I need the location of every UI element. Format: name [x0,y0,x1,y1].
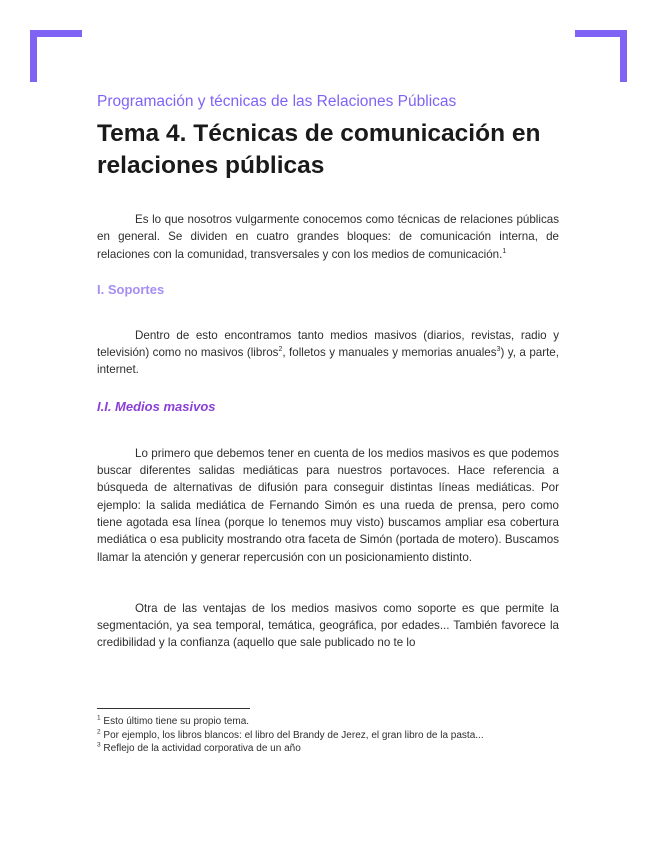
footnote-2 [97,729,567,743]
section-heading-soportes: I. Soportes [97,281,165,297]
intro-text: Es lo que nosotros vulgarmente conocemos como técnicas de relaciones públicas en general. Se dividen en cuatro grandes bloques: de comunicación interna, de relaciones con la comunidad, transversales y con los medios de comunicación. [97,213,559,261]
page-body [97,93,559,652]
footnote-ref-3[interactable]: 3 [496,346,501,354]
footnote-text: Esto último tiene su propio tema. [103,716,250,727]
soportes-text-2: , folletos y manuales y memorias anuales [282,346,497,360]
footnote-ref-1[interactable]: 1 [502,247,507,255]
corner-bracket-top-right [575,30,627,82]
footnote-number: 3 [97,741,101,749]
footnote-text: Reflejo de la actividad corporativa de un año [103,743,301,754]
footnote-1 [97,715,567,729]
intro-paragraph [97,211,559,263]
footnote-text: Por ejemplo, los libros blancos: el libro del Brandy de Jerez, el gran libro de la pasta... [103,729,484,741]
corner-bracket-top-left [30,30,82,82]
footnote-divider [97,708,250,709]
subject-header: Programación y técnicas de las Relaciones Públicas [97,93,457,110]
soportes-paragraph [97,327,559,379]
medios-paragraph-1: Lo primero que debemos tener en cuenta de los medios masivos es que podemos buscar diferentes salidas mediáticas para nuestros portavoces. Hace referencia a búsqueda de alternativas de difusión para conseguir distintas líneas mediáticas. Por ejemplo: la salida mediática de Fernando Simón es una rueda de prensa, pero como tiene agotada esa línea (porque lo tenemos muy visto) buscamos ampliar esa cobertura mediática o esa publicity mostrando otra faceta de Simón (portada de motero). Buscamos llamar la atención y generar repercusión con un posicionamiento distinto. [97,446,559,564]
medios-paragraph-2: Otra de las ventajas de los medios masivos como soporte es que permite la segmentación, ya sea temporal, temática, geográfica, por edades... También favorece la credibilidad y la confianza (aquello que sale publicado no te lo [97,601,559,650]
soportes-text-3: ) y, a parte, internet. [97,346,559,377]
footnote-number: 1 [97,714,101,722]
footnotes [97,715,567,756]
page-title: Tema 4. Técnicas de comunicación en relaciones públicas [97,120,541,179]
subsection-heading-medios-masivos: I.I. Medios masivos [97,398,216,414]
footnote-ref-2[interactable]: 2 [278,346,283,354]
footnote-3 [97,742,567,756]
soportes-text-1: Dentro de esto encontramos tanto medios masivos (diarios, revistas, radio y televisión) como no masivos (libros [97,328,559,360]
footnote-number: 2 [97,728,101,736]
